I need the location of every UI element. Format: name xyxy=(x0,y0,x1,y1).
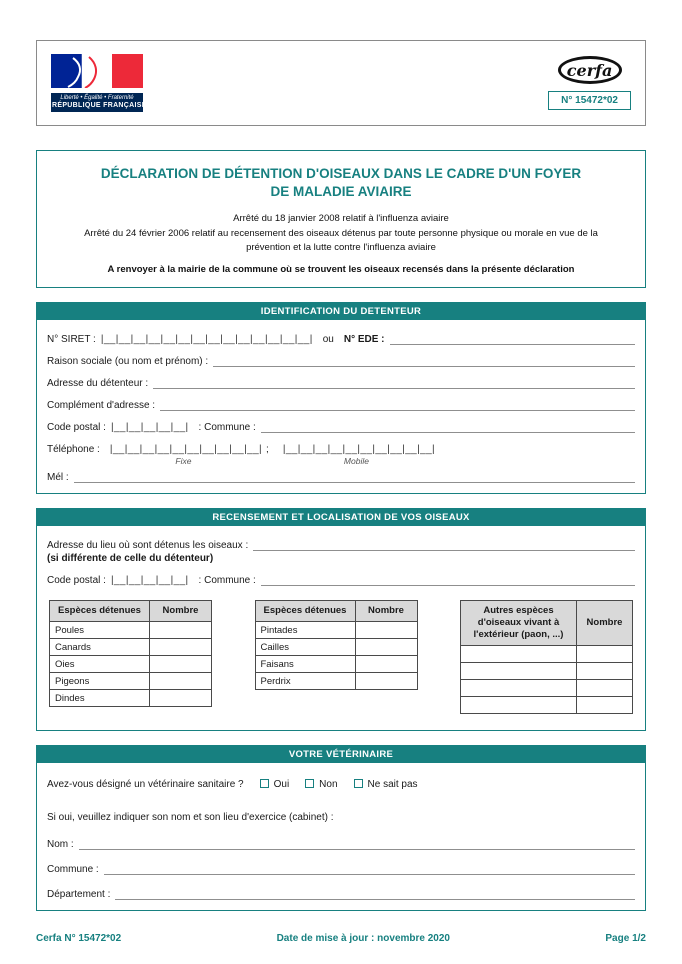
ede-label: N° EDE : xyxy=(343,334,385,346)
vet-commune-input-line[interactable] xyxy=(104,864,635,875)
nombre-cell[interactable] xyxy=(150,656,212,673)
commune-oiseaux-label: : Commune : xyxy=(198,575,256,587)
oui-checkbox[interactable] xyxy=(260,779,269,788)
motto-text: Liberté • Égalité • Fraternité xyxy=(60,95,134,101)
vet-nom-label: Nom : xyxy=(47,838,74,850)
adresse-detenteur-row xyxy=(47,378,635,389)
subtitle-line: prévention et la lutte contre l'influenza aviaire xyxy=(246,241,436,253)
commune-oiseaux-input-line[interactable] xyxy=(261,575,635,586)
vet-nom-input-line[interactable] xyxy=(79,839,635,850)
section-identification xyxy=(36,302,646,494)
title-box xyxy=(36,150,646,288)
siret-label: N° SIRET : xyxy=(47,334,96,346)
table-row xyxy=(255,622,417,639)
code-postal-oiseaux-label: Code postal : xyxy=(47,575,106,587)
section-recensement xyxy=(36,508,646,731)
option-non[interactable] xyxy=(305,779,337,790)
adresse-oiseaux-row xyxy=(47,540,635,551)
vet-commune-row xyxy=(47,864,635,875)
nombre-cell[interactable] xyxy=(355,622,417,639)
return-notice: A renvoyer à la mairie de la commune où se trouvent les oiseaux recensés dans la présente déclaration xyxy=(107,264,575,276)
nombre-cell[interactable] xyxy=(577,679,633,696)
nombre-cell[interactable] xyxy=(150,622,212,639)
vet-departement-row xyxy=(47,889,635,900)
table-row xyxy=(50,622,212,639)
section-header-veterinaire: VOTRE VÉTÉRINAIRE xyxy=(37,746,645,763)
table-row xyxy=(461,696,633,713)
table3-header-nombre: Nombre xyxy=(577,601,633,646)
phone-mobile-boxes[interactable]: |__|__|__|__|__|__|__|__|__|__| xyxy=(282,444,436,456)
non-label: Non xyxy=(319,778,338,790)
table-row xyxy=(50,639,212,656)
cerfa-logo-icon xyxy=(558,56,622,84)
nombre-cell[interactable] xyxy=(355,656,417,673)
species-cell: Canards xyxy=(50,639,150,656)
section-header-recensement: RECENSEMENT ET LOCALISATION DE VOS OISEAUX xyxy=(37,509,645,526)
ou-label: ou xyxy=(322,334,334,346)
code-postal-label: Code postal : xyxy=(47,422,106,434)
si-oui-label: Si oui, veuillez indiquer son nom et son lieu d'exercice (cabinet) : xyxy=(47,811,334,823)
ne-sait-pas-label: Ne sait pas xyxy=(367,778,418,790)
table-row xyxy=(50,673,212,690)
nombre-cell[interactable] xyxy=(355,673,417,690)
adresse-detenteur-label: Adresse du détenteur : xyxy=(47,378,149,390)
adresse-oiseaux-input-line[interactable] xyxy=(253,540,635,551)
header-box xyxy=(36,40,646,126)
nombre-cell[interactable] xyxy=(355,639,417,656)
code-postal-row xyxy=(47,422,635,433)
vet-question-label: Avez-vous désigné un vétérinaire sanitaire ? xyxy=(47,778,244,790)
vet-commune-label: Commune : xyxy=(47,863,99,875)
species-cell: Dindes xyxy=(50,690,150,707)
nombre-cell[interactable] xyxy=(150,639,212,656)
republique-text-band xyxy=(51,93,147,112)
footer-cerfa-number: Cerfa N° 15472*02 xyxy=(36,932,122,944)
republique-name: RÉPUBLIQUE FRANÇAISE xyxy=(52,102,147,109)
table-row xyxy=(50,690,212,707)
page-footer xyxy=(36,933,646,944)
ne-sait-pas-checkbox[interactable] xyxy=(354,779,363,788)
si-oui-row xyxy=(47,812,635,823)
species-cell[interactable] xyxy=(461,679,577,696)
table-row xyxy=(461,645,633,662)
siret-row xyxy=(47,334,635,345)
mel-input-line[interactable] xyxy=(74,472,635,483)
species-table-3 xyxy=(460,600,633,714)
adresse-detenteur-input-line[interactable] xyxy=(153,378,635,389)
section-veterinaire xyxy=(36,745,646,911)
cerfa-number: N° 15472*02 xyxy=(548,91,631,110)
raison-sociale-label: Raison sociale (ou nom et prénom) : xyxy=(47,356,209,368)
table-row xyxy=(255,656,417,673)
table-row xyxy=(461,679,633,696)
complement-adresse-input-line[interactable] xyxy=(160,400,635,411)
phone-fixe-group xyxy=(105,444,262,466)
subtitle-line: Arrêté du 24 février 2006 relatif au recensement des oiseaux détenus par toute personne physique ou morale en vue de la xyxy=(84,227,598,239)
table-row xyxy=(50,656,212,673)
veterinaire-body xyxy=(37,763,645,910)
fixe-label: Fixe xyxy=(175,456,192,467)
nombre-cell[interactable] xyxy=(150,673,212,690)
adresse-oiseaux-note: (si différente de celle du détenteur) xyxy=(47,553,214,565)
telephone-row xyxy=(47,444,635,466)
species-cell: Poules xyxy=(50,622,150,639)
vet-question-row xyxy=(47,779,635,790)
species-tables xyxy=(49,600,633,714)
option-ne-sait-pas[interactable] xyxy=(354,779,418,790)
code-postal-oiseaux-row xyxy=(47,575,635,586)
table1-header-nombre: Nombre xyxy=(150,601,212,622)
code-postal-boxes[interactable]: |__|__|__|__|__| xyxy=(110,422,189,434)
table2-header-especes: Espèces détenues xyxy=(255,601,355,622)
section-header-identification: IDENTIFICATION DU DETENTEUR xyxy=(37,303,645,320)
cerfa-logo-text: cerfa xyxy=(566,60,613,80)
mel-row xyxy=(47,472,635,483)
footer-update-date: Date de mise à jour : novembre 2020 xyxy=(276,932,450,944)
phone-mobile-group xyxy=(278,444,435,466)
table1-header-especes: Espèces détenues xyxy=(50,601,150,622)
table-row xyxy=(255,673,417,690)
table-row xyxy=(461,662,633,679)
table2-header-nombre: Nombre xyxy=(355,601,417,622)
table3-header-autres: Autres espèces d'oiseaux vivant à l'extérieur (paon, ...) xyxy=(461,601,577,646)
species-table-1 xyxy=(49,600,212,707)
telephone-label: Téléphone : xyxy=(47,444,100,456)
commune-input-line[interactable] xyxy=(261,422,635,433)
siret-boxes[interactable]: |__|__|__|__|__|__|__|__|__|__|__|__|__|__| xyxy=(100,334,313,346)
species-table-2 xyxy=(255,600,418,690)
species-cell: Faisans xyxy=(255,656,355,673)
species-cell: Pintades xyxy=(255,622,355,639)
adresse-oiseaux-label: Adresse du lieu où sont détenus les oiseaux : xyxy=(47,540,249,552)
recensement-body xyxy=(37,526,645,730)
footer-page-number: Page 1/2 xyxy=(605,932,646,944)
vet-departement-input-line[interactable] xyxy=(115,889,635,900)
vet-nom-row xyxy=(47,839,635,850)
phone-fixe-boxes[interactable]: |__|__|__|__|__|__|__|__|__|__| xyxy=(109,444,263,456)
complement-adresse-label: Complément d'adresse : xyxy=(47,400,156,412)
identification-body xyxy=(37,320,645,493)
form-subtitle xyxy=(59,212,623,255)
cerfa-block xyxy=(548,56,631,110)
nombre-cell[interactable] xyxy=(577,662,633,679)
ede-input-line[interactable] xyxy=(390,334,635,345)
subtitle-line: Arrêté du 18 janvier 2008 relatif à l'influenza aviaire xyxy=(233,213,449,225)
non-checkbox[interactable] xyxy=(305,779,314,788)
republique-francaise-logo xyxy=(51,54,151,112)
complement-adresse-row xyxy=(47,400,635,411)
species-cell[interactable] xyxy=(461,662,577,679)
species-cell: Oies xyxy=(50,656,150,673)
species-cell[interactable] xyxy=(461,645,577,662)
french-flag-marianne-icon xyxy=(51,54,143,88)
code-postal-oiseaux-boxes[interactable]: |__|__|__|__|__| xyxy=(110,575,189,587)
nombre-cell[interactable] xyxy=(577,696,633,713)
form-title-line1: DÉCLARATION DE DÉTENTION D'OISEAUX DANS LE CADRE D'UN FOYER xyxy=(100,166,582,181)
commune-label: : Commune : xyxy=(198,422,256,434)
species-cell: Cailles xyxy=(255,639,355,656)
species-cell: Pigeons xyxy=(50,673,150,690)
table-row xyxy=(255,639,417,656)
raison-sociale-input-line[interactable] xyxy=(213,356,635,367)
species-cell[interactable] xyxy=(461,696,577,713)
oui-label: Oui xyxy=(273,778,290,790)
nombre-cell[interactable] xyxy=(577,645,633,662)
phone-separator: ; xyxy=(266,444,269,456)
nombre-cell[interactable] xyxy=(150,690,212,707)
species-cell: Perdrix xyxy=(255,673,355,690)
vet-departement-label: Département : xyxy=(47,888,111,900)
option-oui[interactable] xyxy=(260,779,290,790)
mobile-label: Mobile xyxy=(343,456,369,467)
mel-label: Mél : xyxy=(47,472,69,484)
raison-sociale-row xyxy=(47,356,635,367)
form-title-line2: DE MALADIE AVIAIRE xyxy=(270,184,412,200)
